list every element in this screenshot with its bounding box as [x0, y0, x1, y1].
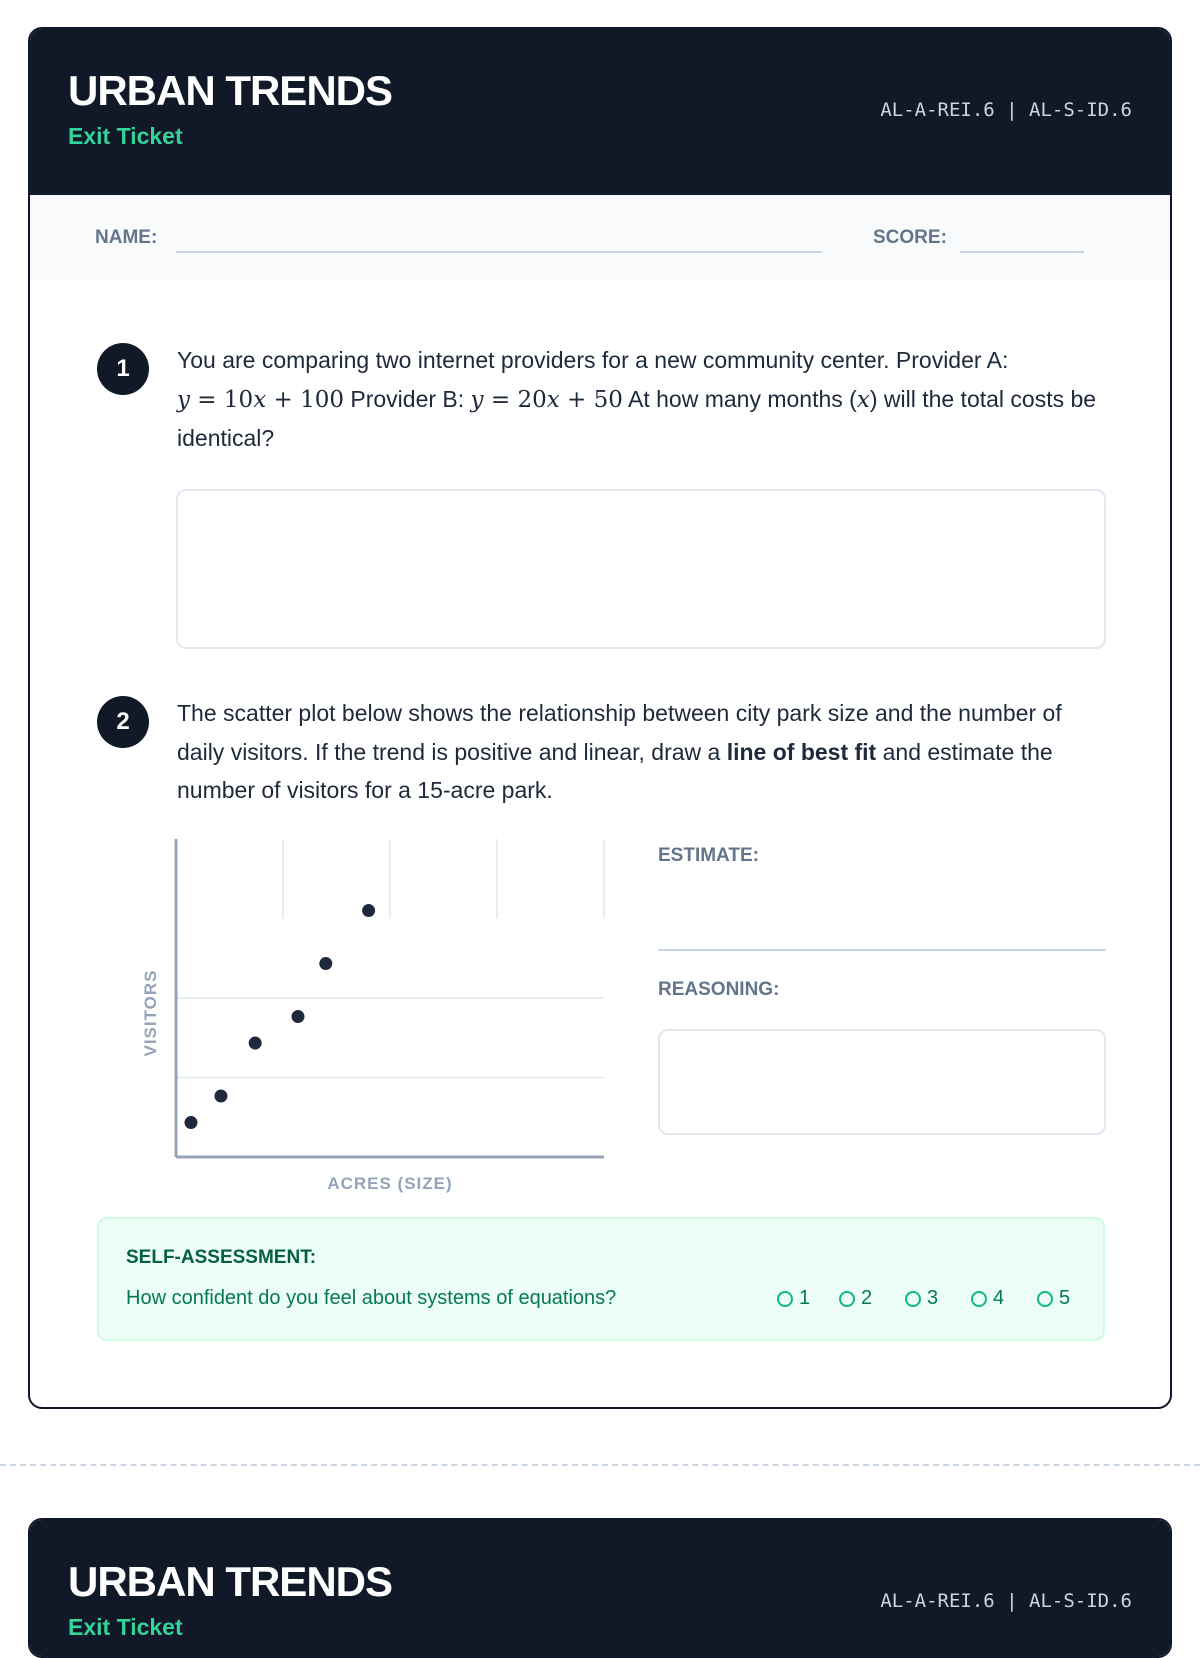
- exit-ticket-card-copy: [28, 1518, 1172, 1658]
- worksheet-subtitle-copy: Exit Ticket: [68, 1614, 183, 1640]
- self-assessment-box: [97, 1217, 1105, 1341]
- radio-icon[interactable]: [839, 1291, 855, 1307]
- score-field[interactable]: [960, 251, 1084, 253]
- reasoning-label: REASONING:: [658, 979, 780, 1000]
- card-header-copy: [30, 1520, 1170, 1658]
- rating-option-2[interactable]: 2: [839, 1287, 872, 1310]
- card-header: [30, 29, 1170, 195]
- variable-x: x: [856, 386, 870, 413]
- scatter-point-3: [249, 1037, 262, 1050]
- worksheet-subtitle: Exit Ticket: [68, 123, 183, 149]
- scatter-point-2: [214, 1090, 227, 1103]
- rating-option-1[interactable]: 1: [777, 1287, 810, 1310]
- name-label: NAME:: [95, 227, 158, 248]
- radio-icon[interactable]: [1037, 1291, 1053, 1307]
- question-2-text-b: and estimate the number of visitors for a 15-acre park.: [177, 738, 1053, 803]
- question-2-text: [177, 694, 1107, 810]
- grid-lines: [176, 839, 604, 1078]
- y-axis-label: VISITORS: [141, 969, 160, 1057]
- rating-option-5[interactable]: 5: [1037, 1287, 1070, 1310]
- question-1-text: [177, 341, 1107, 458]
- rating-option-3[interactable]: 3: [905, 1287, 938, 1310]
- standards-code-copy: AL-A-REI.6 | AL-S-ID.6: [880, 1590, 1132, 1612]
- score-label: SCORE:: [873, 227, 947, 248]
- question-number-2: 2: [97, 696, 149, 748]
- cut-line-divider: [0, 1464, 1200, 1466]
- scatter-point-5: [319, 957, 332, 970]
- question-2-text-a: The scatter plot below shows the relationship between city park size and the number of daily visitors. If the trend is positive and linear, draw a: [177, 700, 1062, 765]
- scatter-point-6: [362, 904, 375, 917]
- exit-ticket-card: [28, 27, 1172, 1409]
- scatter-point-4: [291, 1010, 304, 1023]
- radio-icon[interactable]: [971, 1291, 987, 1307]
- reasoning-box[interactable]: [658, 1029, 1106, 1135]
- question-1-text-a: You are comparing two internet providers for a new community center. Provider A:: [177, 347, 1009, 373]
- radio-icon[interactable]: [905, 1291, 921, 1307]
- question-1-text-c: At how many months (: [628, 385, 857, 412]
- x-axis-label: ACRES (SIZE): [327, 1174, 453, 1193]
- data-points: [184, 904, 375, 1129]
- name-field[interactable]: [176, 251, 822, 253]
- question-2-text-bold: line of best fit: [726, 738, 877, 765]
- scatter-point-1: [184, 1116, 197, 1129]
- self-assessment-title: SELF-ASSESSMENT:: [126, 1247, 317, 1268]
- name-score-bar: [30, 195, 1170, 281]
- question-1-answer-box[interactable]: [176, 489, 1106, 649]
- standards-code: AL-A-REI.6 | AL-S-ID.6: [880, 99, 1132, 121]
- scatter-plot: [128, 839, 628, 1219]
- estimate-field[interactable]: [658, 949, 1106, 951]
- equation-provider-a: y = 10x + 100: [177, 386, 344, 413]
- equation-provider-b: y = 20x + 50: [470, 386, 623, 413]
- rating-option-4[interactable]: 4: [971, 1287, 1004, 1310]
- question-1-text-b: Provider B:: [350, 385, 465, 412]
- self-assessment-question: How confident do you feel about systems of equations?: [126, 1287, 617, 1309]
- question-1-text-d: ) will the total costs be identical?: [177, 385, 1097, 451]
- estimate-label: ESTIMATE:: [658, 845, 759, 866]
- radio-icon[interactable]: [777, 1291, 793, 1307]
- question-number-1: 1: [97, 343, 149, 395]
- worksheet-title-copy: URBAN TRENDS: [68, 1558, 392, 1605]
- worksheet-title: URBAN TRENDS: [68, 67, 392, 114]
